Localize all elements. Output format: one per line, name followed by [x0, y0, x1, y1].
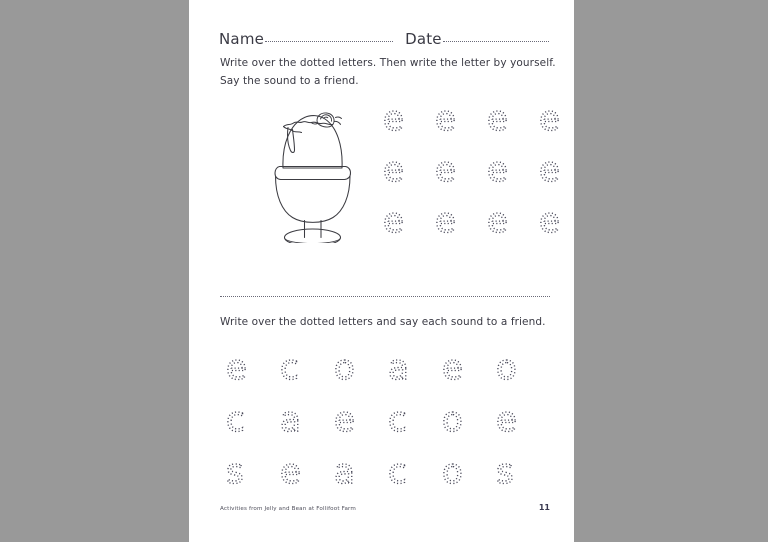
svg-text:e: e — [539, 100, 560, 139]
practice-letter-cell[interactable] — [276, 348, 330, 390]
instruction-line-2: Say the sound to a friend. — [220, 75, 359, 87]
practice-letter-cell[interactable] — [276, 400, 330, 442]
svg-text:e: e — [487, 202, 508, 241]
practice-letter-cell[interactable] — [535, 151, 587, 191]
practice-letter-cell[interactable] — [438, 348, 492, 390]
worksheet-page — [189, 0, 574, 542]
practice-letter-cell[interactable] — [384, 400, 438, 442]
egg-illustration-svg — [259, 98, 369, 243]
svg-text:e: e — [435, 100, 456, 139]
dotted-letter-glyph — [438, 452, 482, 494]
instruction-line-1: Write over the dotted letters. Then write the letter by yourself. — [220, 57, 556, 69]
date-write-line[interactable] — [443, 41, 549, 42]
practice-letter-cell[interactable] — [438, 452, 492, 494]
practice-letter-cell[interactable] — [431, 151, 483, 191]
svg-text:e: e — [435, 202, 456, 241]
practice-row — [222, 400, 542, 452]
dotted-letter-glyph — [330, 452, 374, 494]
dotted-letter-glyph — [276, 348, 320, 390]
svg-text:e: e — [487, 151, 508, 190]
practice-letter-cell[interactable] — [379, 202, 431, 242]
svg-text:e: e — [496, 400, 517, 440]
dotted-letter-e — [379, 202, 421, 242]
practice-letter-cell[interactable] — [384, 452, 438, 494]
practice-letter-cell[interactable] — [330, 400, 384, 442]
svg-text:o: o — [334, 348, 355, 388]
dotted-letter-e — [379, 151, 421, 191]
dotted-letter-e — [535, 202, 577, 242]
svg-text:s: s — [226, 452, 244, 492]
dotted-letter-glyph — [330, 348, 374, 390]
svg-text:e: e — [539, 202, 560, 241]
section-divider — [220, 296, 550, 297]
instructions-top — [220, 54, 556, 90]
dotted-letter-e — [431, 202, 473, 242]
name-date-row — [219, 30, 549, 48]
dotted-letter-glyph — [222, 400, 266, 442]
svg-text:a: a — [388, 348, 409, 388]
svg-text:a: a — [280, 400, 301, 440]
svg-text:o: o — [442, 400, 463, 440]
svg-text:e: e — [334, 400, 355, 440]
dotted-letter-glyph — [276, 400, 320, 442]
dotted-letter-glyph — [330, 400, 374, 442]
practice-grid-top — [379, 100, 560, 253]
practice-letter-cell[interactable] — [330, 348, 384, 390]
dotted-letter-e — [431, 100, 473, 140]
instructions-bottom — [220, 313, 552, 331]
dotted-letter-glyph — [438, 400, 482, 442]
practice-letter-cell[interactable] — [379, 151, 431, 191]
practice-letter-cell[interactable] — [431, 202, 483, 242]
practice-letter-cell[interactable] — [492, 400, 546, 442]
practice-letter-cell[interactable] — [222, 400, 276, 442]
dotted-letter-e — [379, 100, 421, 140]
svg-text:c: c — [280, 348, 299, 388]
practice-grid-bottom — [222, 348, 542, 504]
dotted-letter-e — [535, 151, 577, 191]
egg-in-egg-cup-illustration — [259, 98, 369, 243]
svg-text:e: e — [487, 100, 508, 139]
svg-text:c: c — [388, 452, 407, 492]
practice-row — [222, 452, 542, 504]
practice-letter-cell[interactable] — [535, 202, 587, 242]
instruction-line-3: Write over the dotted letters and say each sound to a friend. — [220, 316, 546, 328]
practice-letter-cell[interactable] — [222, 348, 276, 390]
svg-text:e: e — [280, 452, 301, 492]
practice-letter-cell[interactable] — [535, 100, 587, 140]
worksheet-content — [219, 0, 560, 542]
name-write-line[interactable] — [265, 41, 393, 42]
date-label: Date — [405, 30, 442, 48]
dotted-letter-glyph — [384, 452, 428, 494]
dotted-letter-e — [431, 151, 473, 191]
svg-text:e: e — [383, 151, 404, 190]
svg-text:e: e — [383, 202, 404, 241]
footer-credit-text: Activities from Jelly and Bean at Follifoot Farm — [220, 506, 356, 512]
page-number: 11 — [538, 503, 550, 512]
svg-text:c: c — [388, 400, 407, 440]
svg-text:o: o — [442, 452, 463, 492]
dotted-letter-glyph — [222, 452, 266, 494]
practice-letter-cell[interactable] — [438, 400, 492, 442]
dotted-letter-glyph — [438, 348, 482, 390]
practice-letter-cell[interactable] — [483, 202, 535, 242]
practice-row — [222, 348, 542, 400]
practice-letter-cell[interactable] — [431, 100, 483, 140]
dotted-letter-glyph — [222, 348, 266, 390]
svg-text:e: e — [435, 151, 456, 190]
practice-letter-cell[interactable] — [276, 452, 330, 494]
practice-letter-cell[interactable] — [492, 348, 546, 390]
dotted-letter-glyph — [492, 452, 536, 494]
name-label: Name — [219, 30, 265, 48]
dotted-letter-e — [483, 202, 525, 242]
dotted-letter-glyph — [276, 452, 320, 494]
practice-letter-cell[interactable] — [330, 452, 384, 494]
dotted-letter-e — [483, 100, 525, 140]
practice-letter-cell[interactable] — [492, 452, 546, 494]
dotted-letter-glyph — [492, 400, 536, 442]
practice-letter-cell[interactable] — [483, 100, 535, 140]
practice-row — [379, 151, 560, 202]
svg-text:e: e — [226, 348, 247, 388]
dotted-letter-glyph — [384, 400, 428, 442]
practice-letter-cell[interactable] — [379, 100, 431, 140]
svg-text:e: e — [383, 100, 404, 139]
svg-text:a: a — [334, 452, 355, 492]
svg-text:s: s — [496, 452, 514, 492]
svg-text:e: e — [442, 348, 463, 388]
practice-row — [379, 100, 560, 151]
dotted-letter-glyph — [384, 348, 428, 390]
svg-text:e: e — [539, 151, 560, 190]
practice-row — [379, 202, 560, 253]
practice-letter-cell[interactable] — [222, 452, 276, 494]
svg-text:c: c — [226, 400, 245, 440]
page-footer — [220, 503, 550, 512]
practice-letter-cell[interactable] — [483, 151, 535, 191]
dotted-letter-e — [535, 100, 577, 140]
dotted-letter-e — [483, 151, 525, 191]
svg-text:o: o — [496, 348, 517, 388]
practice-letter-cell[interactable] — [384, 348, 438, 390]
dotted-letter-glyph — [492, 348, 536, 390]
